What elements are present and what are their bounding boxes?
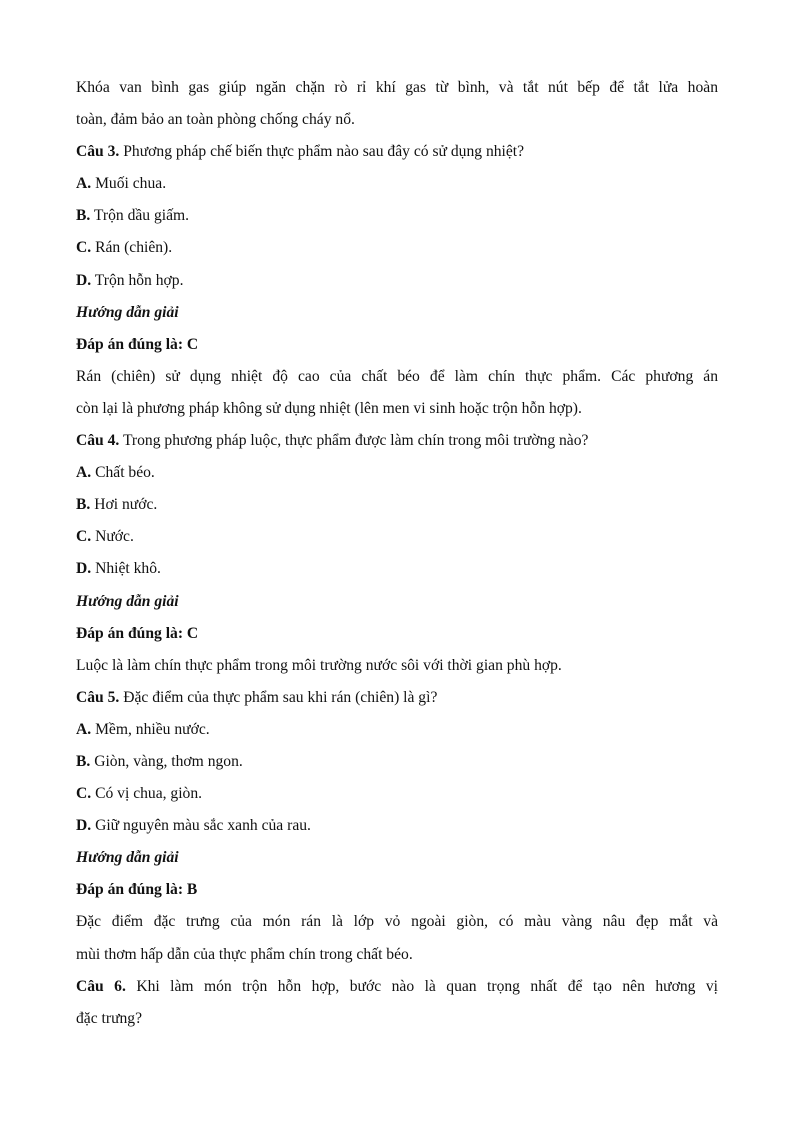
q5-option-d bbox=[76, 813, 718, 845]
option-text: Trộn dầu giấm. bbox=[90, 207, 190, 225]
question-5 bbox=[76, 685, 718, 717]
question-6 bbox=[76, 974, 718, 1006]
q5-option-b bbox=[76, 749, 718, 781]
option-text: Trộn hỗn hợp. bbox=[91, 271, 184, 289]
question-3 bbox=[76, 139, 718, 171]
q5-guide-heading: Hướng dẫn giải bbox=[76, 849, 179, 867]
q3-option-d bbox=[76, 268, 718, 300]
option-label: A. bbox=[76, 464, 92, 482]
question-5-text: Đặc điểm của thực phẩm sau khi rán (chiên) là gì? bbox=[119, 688, 438, 706]
q4-option-c bbox=[76, 524, 718, 556]
option-text: Có vị chua, giòn. bbox=[91, 785, 203, 803]
question-3-label: Câu 3. bbox=[76, 143, 120, 161]
question-4-text: Trong phương pháp luộc, thực phẩm được làm chín trong môi trường nào? bbox=[119, 432, 589, 450]
option-label: B. bbox=[76, 207, 91, 225]
option-label: C. bbox=[76, 239, 92, 257]
option-label: A. bbox=[76, 175, 92, 193]
q5-answer: Đáp án đúng là: B bbox=[76, 881, 198, 899]
q5-option-a bbox=[76, 717, 718, 749]
option-label: B. bbox=[76, 496, 91, 514]
option-text: Mềm, nhiều nước. bbox=[91, 720, 210, 738]
question-6-text: Khi làm món trộn hỗn hợp, bước nào là quan trọng nhất để tạo nên hương vị bbox=[125, 977, 718, 995]
question-6-line-2: đặc trưng? bbox=[76, 1009, 143, 1027]
option-text: Giữ nguyên màu sắc xanh của rau. bbox=[91, 817, 311, 835]
q4-option-b bbox=[76, 492, 718, 524]
q5-explanation-line-2: mùi thơm hấp dẫn của thực phẩm chín trong chất béo. bbox=[76, 945, 413, 963]
q3-option-c bbox=[76, 235, 718, 267]
option-label: A. bbox=[76, 720, 92, 738]
q4-answer: Đáp án đúng là: C bbox=[76, 624, 199, 642]
q4-guide-heading: Hướng dẫn giải bbox=[76, 592, 179, 610]
question-6-label: Câu 6. bbox=[76, 977, 126, 995]
option-label: C. bbox=[76, 528, 92, 546]
option-text: Nước. bbox=[91, 528, 134, 546]
q4-option-a bbox=[76, 460, 718, 492]
q5-explanation-line-1: Đặc điểm đặc trưng của món rán là lớp vỏ ngoài giòn, có màu vàng nâu đẹp mắt và bbox=[76, 913, 718, 931]
option-label: D. bbox=[76, 817, 92, 835]
intro-line-2: toàn, đảm bảo an toàn phòng chống cháy nổ. bbox=[76, 111, 355, 129]
question-4 bbox=[76, 428, 718, 460]
question-4-label: Câu 4. bbox=[76, 432, 120, 450]
q3-explanation-line-1: Rán (chiên) sử dụng nhiệt độ cao của chất béo để làm chín thực phẩm. Các phương án bbox=[76, 367, 718, 385]
q3-answer: Đáp án đúng là: C bbox=[76, 335, 199, 353]
q3-option-a bbox=[76, 171, 718, 203]
option-label: B. bbox=[76, 752, 91, 770]
question-3-text: Phương pháp chế biến thực phẩm nào sau đây có sử dụng nhiệt? bbox=[119, 143, 525, 161]
option-label: C. bbox=[76, 785, 92, 803]
q4-explanation-line-1: Luộc là làm chín thực phẩm trong môi trường nước sôi với thời gian phù hợp. bbox=[76, 656, 562, 674]
option-text: Giòn, vàng, thơm ngon. bbox=[90, 752, 243, 770]
q3-explanation-line-2: còn lại là phương pháp không sử dụng nhiệt (lên men vi sinh hoặc trộn hỗn hợp). bbox=[76, 399, 582, 417]
option-label: D. bbox=[76, 560, 92, 578]
document-page bbox=[76, 75, 718, 1038]
option-text: Rán (chiên). bbox=[91, 239, 173, 257]
q5-option-c bbox=[76, 781, 718, 813]
q4-option-d bbox=[76, 556, 718, 588]
question-5-label: Câu 5. bbox=[76, 688, 120, 706]
option-text: Hơi nước. bbox=[90, 496, 158, 514]
q3-option-b bbox=[76, 203, 718, 235]
option-text: Muối chua. bbox=[91, 175, 167, 193]
option-text: Chất béo. bbox=[91, 464, 155, 482]
option-text: Nhiệt khô. bbox=[91, 560, 161, 578]
intro-line-1: Khóa van bình gas giúp ngăn chặn rò rỉ khí gas từ bình, và tắt nút bếp để tắt lửa hoàn bbox=[76, 79, 718, 96]
option-label: D. bbox=[76, 271, 92, 289]
q3-guide-heading: Hướng dẫn giải bbox=[76, 303, 179, 321]
